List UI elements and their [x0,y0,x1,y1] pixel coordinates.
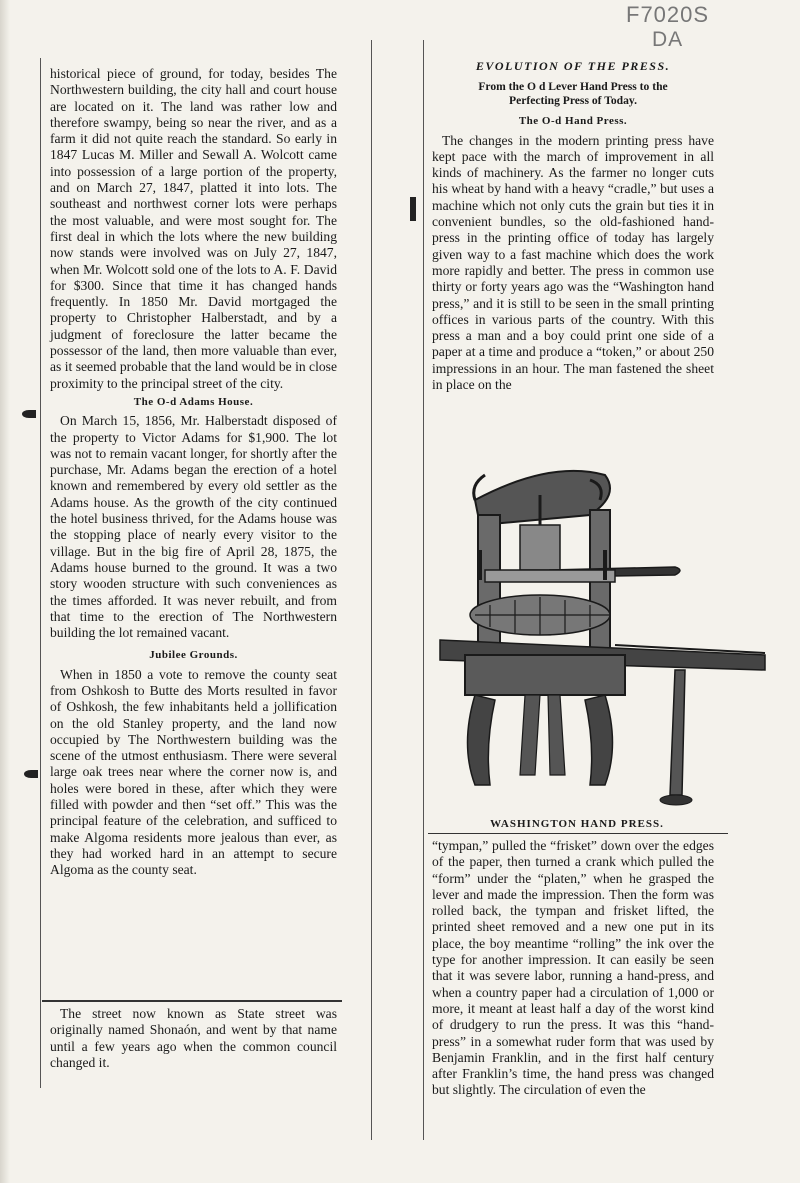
margin-mark-1 [22,410,36,418]
box-top-rule [42,1000,342,1002]
right-paragraph-2: “tympan,” pulled the “frisket” down over the edges of the paper, then turned a crank which pulled the “form” under the “platen,” when he grasped the lever and made the impression. Then the form was rolled back, the tympan and frisket lifted, the printed sheet removed and a new one put in its place, the boy meantime “rolling” the ink over the type for another impression. It can easily be seen that it was severe labor, running a hand-press, and when a country paper had a circulation of 1,000 or more, it meant at least half a day of the worst kind of drudgery to run the press. It was this “hand-press” in a somewhat ruder form that was used by Benjamin Franklin, and in the first half century after Franklin’s time, the hand press was changed but slightly. The circulation of even the [432,838,714,1098]
left-paragraph-2: On March 15, 1856, Mr. Halberstadt disposed of the property to Victor Adams for $1,900. The lot was not to remain vacant longer, for shortly after the purchase, Mr. Adams began the erection of a hotel known and remembered by every old settler as the Adams house. As the growth of the city continued the hotel business thrived, for the Adams house was the stopping place of nearly every visitor to the village. But in the big fire of April 28, 1875, the Adams house burned to the ground. It was a two story wooden structure with such conveniences as the times afforded. It was never rebuilt, and from that time to the erection of The Northwestern building the lot remained vacant. [50,413,337,641]
deck-line-1: From the O d Lever Hand Press to the [478,80,668,94]
caption-rule [428,833,728,834]
left-paragraph-1: historical piece of ground, for today, besides The Northwestern building, the city hall and court house are located on it. The land was rather low and therefore swampy, being so near the river, and as a farm it did not quite reach the standard. So early in 1847 Lucas M. Miller and Sewall A. Wolcott came into possession of a large portion of the property, and on March 27, 1847, platted it into lots. The southeast and northwest corner lots were perhaps the most valuable, and were most sought for. The first deal in which the lots where the new building now stands were involved was on July 27, 1847, when Mr. Wolcott sold one of the lots to A. F. David for $300. Since that time it has changed hands frequently. In 1850 Mr. David mortgaged the property to Christopher Halberstadt, and by a judgment of foreclosure the latter became the possessor of the land, then more valuable than ever, as it seemed probable that the land would be in close proximity to the principal street of the city. [50,66,337,391]
subhead-old-hand-press: The O-d Hand Press. [518,115,628,128]
left-column-rule [40,58,41,1088]
right-inner-rule [423,40,424,1140]
right-column-article-bottom [432,838,714,1099]
margin-mark-2 [24,770,38,778]
margin-mark-3 [410,197,416,221]
subhead-adams-house: The O-d Adams House. [133,395,254,408]
right-column-article-top [432,58,714,393]
archive-mark-line1: F7020S [626,2,710,27]
scan-edge [0,0,10,1183]
illustration-caption: WASHINGTON HAND PRESS. [490,818,664,830]
archive-handwritten-mark [626,2,709,52]
press-engraving [440,471,765,805]
center-column-rule [371,40,372,1140]
washington-hand-press-illustration [430,455,780,820]
left-column-article [50,66,337,879]
article-headline: EVOLUTION OF THE PRESS. [475,59,671,73]
left-paragraph-3: When in 1850 a vote to remove the county seat from Oshkosh to Butte des Morts resulted in favor of Oshkosh, the few inhabitants held a jollification on the old Stanley property, and the land now occupied by The Northwestern building was the scene of the utmost enthusiasm. There were several large oak trees near where the corner now is, and holes were bored in these, after which they were filled with powder and then “set off.” This was the principal feature of the celebration, and sufficed to make Algoma residents more jealous than ever, as they had worked hard in an attempt to secure Algoma as the county seat. [50,666,337,878]
subhead-jubilee-grounds: Jubilee Grounds. [149,649,238,662]
right-paragraph-1: The changes in the modern printing press have kept pace with the march of improvement in all kinds of machinery. As the farmer no longer cuts his wheat by hand with a heavy “cradle,” but uses a machine which not only cuts the grain but ties it in convenient bundles, so the old-fashioned hand-press in the printing office of today has largely given way to a fast machine which does the work more rapidly and better. The press in common use thirty or forty years ago was the “Washington hand press,” and it is still to be seen in the small printing offices in various parts of the country. With this press a man and a boy could print one side of a paper at a time and produce a “token,” or about 250 impressions in an hour. The man fastened the sheet in place on the [432,132,714,393]
state-street-note-box [50,1006,337,1071]
deck-line-2: Perfecting Press of Today. [509,94,637,108]
article-deck [432,80,714,108]
archive-mark-line2: DA [652,28,684,51]
state-street-note: The street now known as State street was originally named Shonaón, and went by that name until a few years ago when the common council changed it. [50,1006,337,1070]
